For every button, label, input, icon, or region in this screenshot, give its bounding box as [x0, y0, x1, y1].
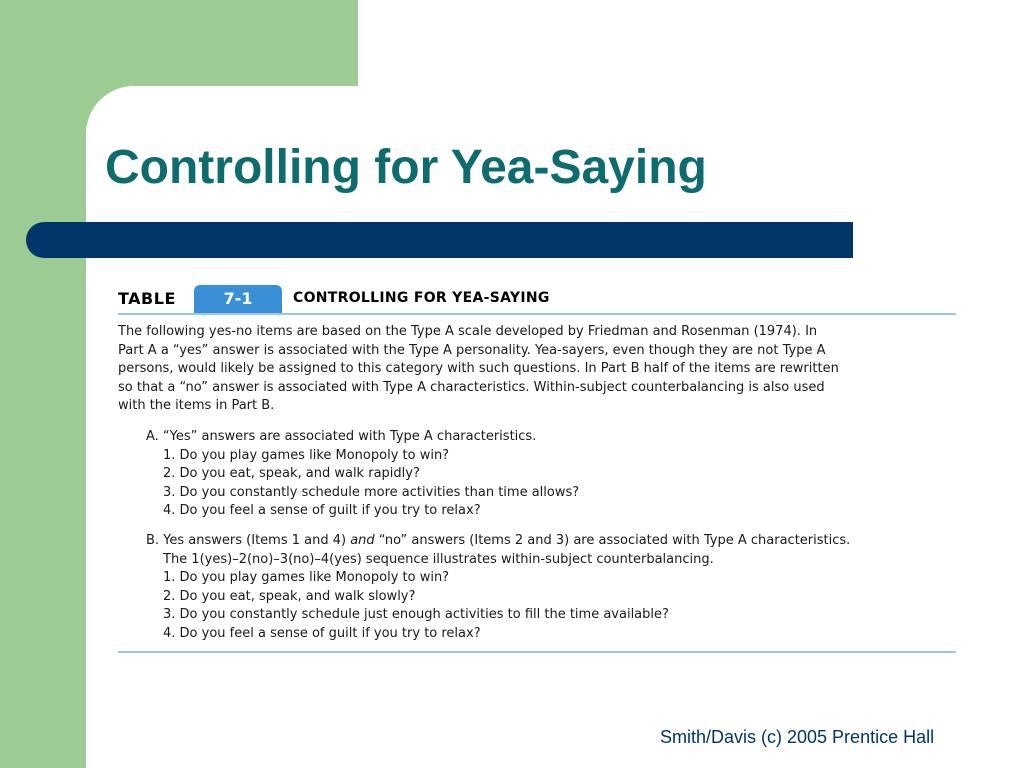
table-bottom-rule — [118, 651, 956, 653]
table-intro — [118, 323, 938, 416]
part-a-item: 2. Do you eat, speak, and walk rapidly? — [163, 466, 420, 482]
intro-line: Part A a “yes” answer is associated with the Type A personality. Yea-sayers, even though they are not Type A — [118, 342, 826, 358]
intro-line: The following yes-no items are based on the Type A scale developed by Friedman and Rosenman (1974). In — [118, 324, 818, 339]
table-figure — [96, 264, 956, 682]
part-b-heading-pre: B. Yes answers (Items 1 and 4) — [146, 533, 351, 548]
part-b-section — [146, 532, 936, 644]
table-top-rule — [118, 313, 956, 315]
part-b-heading-post: “no” answers (Items 2 and 3) are associated with Type A characteristics. — [374, 533, 851, 548]
part-a-section — [146, 428, 936, 521]
intro-line: persons, would likely be assigned to this category with such questions. In Part B half of the items are rewritten — [118, 361, 839, 377]
table-header — [118, 285, 956, 313]
title-underline-bar — [26, 222, 853, 258]
intro-line: so that a “no” answer is associated with Type A characteristics. Within-subject counterbalancing is also used — [118, 379, 825, 395]
part-a-item: 3. Do you constantly schedule more activities than time allows? — [163, 484, 580, 500]
part-b-subheading: The 1(yes)–2(no)–3(no)–4(yes) sequence illustrates within-subject counterbalancing. — [163, 551, 714, 567]
part-b-heading-emphasis: and — [350, 533, 375, 548]
table-number-tab: 7-1 — [194, 285, 282, 313]
table-label: TABLE — [118, 289, 176, 308]
part-b-item: 2. Do you eat, speak, and walk slowly? — [163, 588, 416, 604]
table-caption: CONTROLLING FOR YEA-SAYING — [293, 290, 550, 306]
slide-title: Controlling for Yea-Saying — [105, 141, 707, 194]
slide-footer: Smith/Davis (c) 2005 Prentice Hall — [660, 727, 935, 747]
part-b-item: 3. Do you constantly schedule just enough activities to fill the time available? — [163, 607, 669, 623]
part-a-heading: A. “Yes” answers are associated with Type A characteristics. — [146, 429, 537, 444]
part-a-item: 4. Do you feel a sense of guilt if you try to relax? — [163, 503, 481, 519]
part-b-heading — [146, 532, 936, 551]
intro-line: with the items in Part B. — [118, 398, 275, 414]
part-b-item: 1. Do you play games like Monopoly to win? — [163, 570, 450, 586]
part-b-item: 4. Do you feel a sense of guilt if you try to relax? — [163, 625, 481, 641]
part-a-item: 1. Do you play games like Monopoly to win? — [163, 447, 450, 463]
